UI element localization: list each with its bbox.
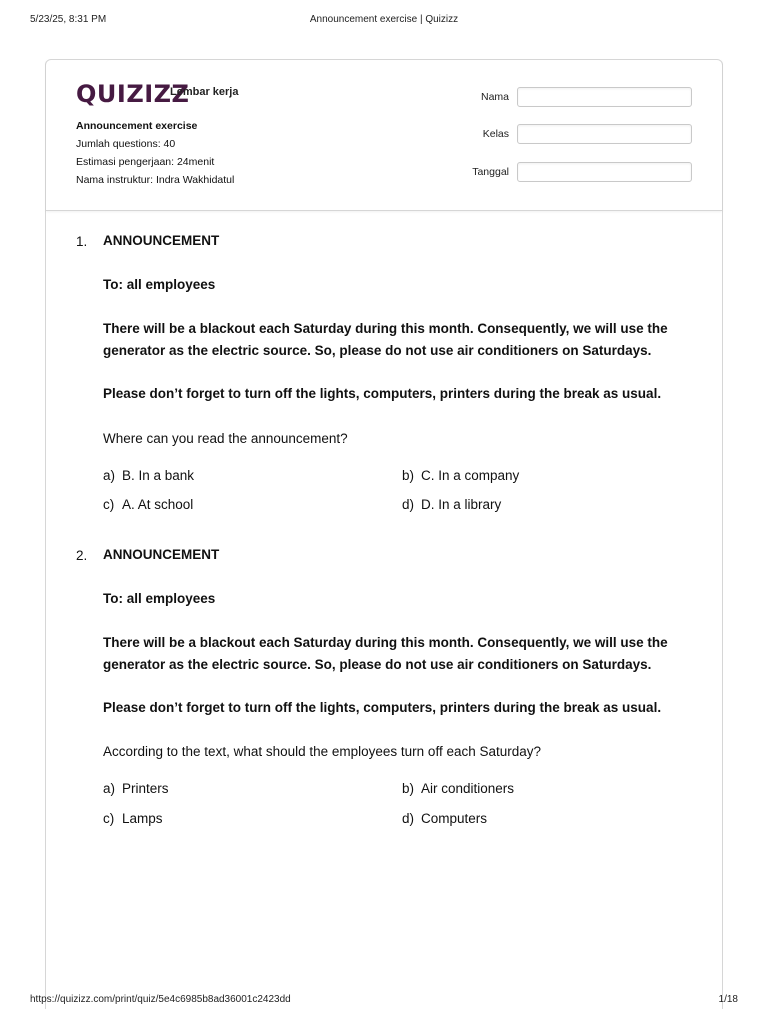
quizizz-logo: QUIZIZZ — [76, 80, 190, 108]
worksheet-label: Lembar kerja — [170, 86, 239, 98]
question-number: 2. — [76, 548, 88, 563]
question-prompt: According to the text, what should the employees turn off each Saturday? — [103, 744, 542, 759]
option-text: C. In a company — [421, 468, 520, 483]
question-paragraph-line: generator as the electric source. So, please do not use air conditioners on Saturdays. — [103, 657, 652, 672]
instructor-name: Nama instruktur: Indra Wakhidatul — [76, 174, 235, 186]
answer-option-c[interactable] — [103, 497, 193, 512]
question-recipient: To: all employees — [103, 277, 216, 292]
option-text: Lamps — [122, 811, 163, 826]
question-paragraph-line: generator as the electric source. So, please do not use air conditioners on Saturdays. — [103, 343, 652, 358]
print-url[interactable]: https://quizizz.com/print/quiz/5e4c6985b8ad36001c2423dd — [30, 994, 291, 1005]
option-text: Computers — [421, 811, 488, 826]
option-text: D. In a library — [421, 497, 502, 512]
option-text: Printers — [122, 781, 169, 796]
question-heading: ANNOUNCEMENT — [103, 233, 220, 248]
answer-option-a[interactable] — [103, 781, 169, 796]
worksheet-header — [46, 60, 722, 211]
question-paragraph: Please don’t forget to turn off the lights, computers, printers during the break as usual. — [103, 386, 662, 401]
question-recipient: To: all employees — [103, 591, 216, 606]
print-footer — [30, 994, 738, 1008]
option-letter: b) — [402, 468, 415, 483]
answer-option-d[interactable] — [402, 497, 501, 512]
date-label: Tanggal — [472, 166, 509, 178]
option-text: Air conditioners — [421, 781, 515, 796]
option-letter: d) — [402, 497, 415, 512]
option-letter: d) — [402, 811, 415, 826]
answer-option-d[interactable] — [402, 811, 487, 826]
question-count: Jumlah questions: 40 — [76, 138, 176, 150]
print-date: 5/23/25, 8:31 PM — [30, 14, 107, 25]
answer-option-b[interactable] — [402, 781, 514, 796]
worksheet — [45, 59, 723, 1009]
quiz-title: Announcement exercise — [76, 120, 198, 132]
option-text: B. In a bank — [122, 468, 195, 483]
estimated-time: Estimasi pengerjaan: 24menit — [76, 156, 215, 168]
question-paragraph-line: There will be a blackout each Saturday during this month. Consequently, we will use the — [103, 635, 668, 650]
print-header — [30, 14, 738, 28]
option-letter: c) — [103, 497, 115, 512]
class-label: Kelas — [482, 128, 509, 140]
page-number: 1/18 — [718, 994, 738, 1005]
question-heading: ANNOUNCEMENT — [103, 547, 220, 562]
name-field[interactable] — [517, 87, 692, 107]
date-field[interactable] — [517, 162, 692, 182]
option-letter: b) — [402, 781, 415, 796]
question-number: 1. — [76, 234, 88, 249]
quiz-meta — [76, 120, 234, 192]
class-field[interactable] — [517, 124, 692, 144]
answer-option-a[interactable] — [103, 468, 194, 483]
option-letter: a) — [103, 781, 116, 796]
name-label: Nama — [480, 91, 509, 103]
print-title: Announcement exercise | Quizizz — [309, 14, 459, 25]
option-letter: a) — [103, 468, 116, 483]
question-paragraph-line: There will be a blackout each Saturday during this month. Consequently, we will use the — [103, 321, 668, 336]
option-text: A. At school — [122, 497, 194, 512]
option-letter: c) — [103, 811, 115, 826]
answer-option-b[interactable] — [402, 468, 519, 483]
answer-option-c[interactable] — [103, 811, 163, 826]
question-paragraph: Please don’t forget to turn off the lights, computers, printers during the break as usual. — [103, 700, 662, 715]
question-prompt: Where can you read the announcement? — [103, 431, 348, 446]
